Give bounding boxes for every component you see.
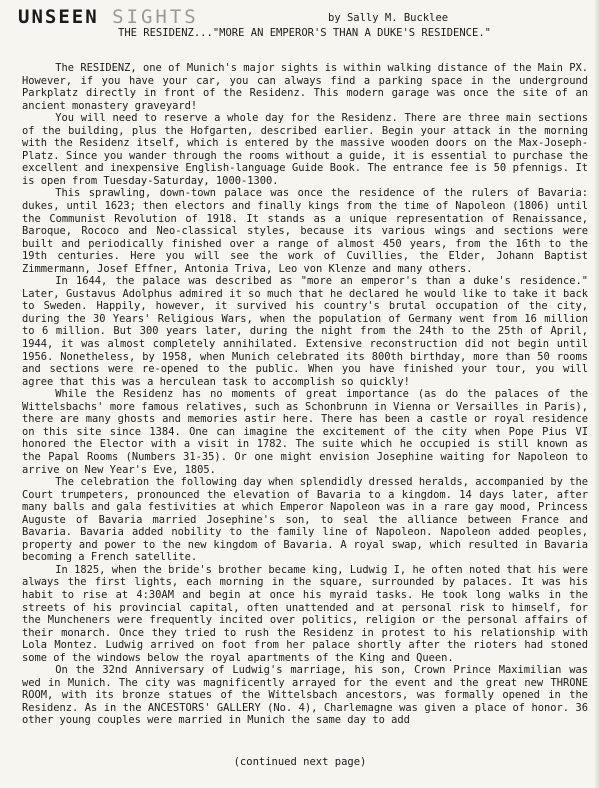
- article-body: [22, 62, 588, 727]
- column-title-faded: SIGHTS: [112, 6, 199, 28]
- paragraph: On the 32nd Anniversary of Ludwig's marriage, his son, Crown Prince Maximilian was wed in Munich. The city was magnificently arrayed for the event and the great new THRONE ROOM, with its bronze statues of the Wittelsbach ancestors, was formally opened in the Residenz. As in the ANCESTORS' GALLERY (No. 4), Charlemagne was given a place of honor. 36 other young couples were married in Munich the same day to add: [22, 664, 588, 727]
- page-edge-shadow: [594, 0, 600, 788]
- paragraph: You will need to reserve a whole day for the Residenz. There are three main sections of the building, plus the Hofgarten, described earlier. Begin your attack in the morning with the Residenz itself, which is entered by the massive wooden doors on the Max-Joseph-Platz. Since you wander through the rooms without a guide, it is essential to purchase the excellent and inexpensive English-language Guide Book. The entrance fee is 50 pfennigs. It is open from Tuesday-Saturday, 1000-1300.: [22, 112, 588, 187]
- paragraph: This sprawling, down-town palace was once the residence of the rulers of Bavaria: dukes, until 1623; then electors and finally kings from the time of Napoleon (1806) until the Communist Revolution of 1918. It stands as a unique representation of Renaissance, Baroque, Rococo and Neo-classical styles, because its various wings and sections were built and periodically finished over a range of almost 450 years, from the 16th to the 19th centuries. Here you will see the work of Cuvillies, the Elder, Johann Baptist Zimmermann, Josef Effner, Antonia Triva, Leo von Klenze and many others.: [22, 187, 588, 275]
- paragraph: The RESIDENZ, one of Munich's major sights is within walking distance of the Main PX. However, if you have your car, you can always find a parking space in the underground Parkplatz directly in front of the Residenz. This modern garage was once the site of an ancient monastery graveyard!: [22, 62, 588, 112]
- byline: by Sally M. Bucklee: [328, 12, 449, 24]
- paragraph: In 1825, when the bride's brother became king, Ludwig I, he often noted that his were always the first lights, each morning in the square, surrounded by palaces. It was his habit to rise at 4:30AM and begin at once his myraid tasks. He took long walks in the streets of his provincial capital, often unattended and at personal risk to himself, for the Muncheners were frequently incited over politics, religion or the personal affairs of their monarch. Once they tried to rush the Residenz in protest to his relationship with Lola Montez. Ludwig arrived on foot from her palace shortly after the rioters had stoned some of the windows below the royal apartments of the King and Queen.: [22, 563, 588, 664]
- article-header: [18, 6, 588, 58]
- paragraph: The celebration the following day when splendidly dressed heralds, accompanied by the Court trumpeters, pronounced the elevation of Bavaria to a kingdom. 14 days later, after many balls and gala festivities at which Emperor Napoleon was in a rare gay mood, Princess Auguste of Bavaria married Josephine's son, to seal the alliance between France and Bavaria. Bavaria added nobility to the family line of Napoleon. Napoleon added peoples, property and power to the new kingdom of Bavaria. A royal swap, which resulted in Bavaria becoming a French satellite.: [22, 476, 588, 564]
- paragraph: In 1644, the palace was described as "more an emperor's than a duke's residence." Later, Gustavus Adolphus admired it so much that he declared he would like to take it back to Sweden. Happily, however, it survived his country's brutal occupation of the city, during the 30 Years' Religious Wars, when the population of Germany went from 16 million to 6 million. But 300 years later, during the night from the 24th to the 25th of April, 1944, it was almost completely annihilated. Extensive reconstruction did not begin until 1956. Nonetheless, by 1958, when Munich celebrated its 800th birthday, more than 50 rooms and sections were re-opened to the public. When you have finished your tour, you will agree that this was a herculean task to accomplish so quickly!: [22, 275, 588, 388]
- column-title-main: UNSEEN: [18, 6, 99, 28]
- column-title: [18, 6, 199, 28]
- article-subtitle: THE RESIDENZ..."MORE AN EMPEROR'S THAN A DUKE'S RESIDENCE.": [118, 27, 491, 39]
- continued-note: (continued next page): [233, 756, 367, 768]
- paragraph: While the Residenz has no moments of great importance (as do the palaces of the Wittelsbachs' more famous relatives, such as Schonbrunn in Vienna or Versailles in Paris), there are many ghosts and memories astir here. There has been a castle or royal residence on this site since 1384. One can imagine the excitement of the city when Pope Pius VI honored the Elector with a visit in 1782. The suite which he occupied is still known as the Papal Rooms (Numbers 31-35). Or one might envision Josephine waiting for Napoleon to arrive on New Year's Eve, 1805.: [22, 388, 588, 476]
